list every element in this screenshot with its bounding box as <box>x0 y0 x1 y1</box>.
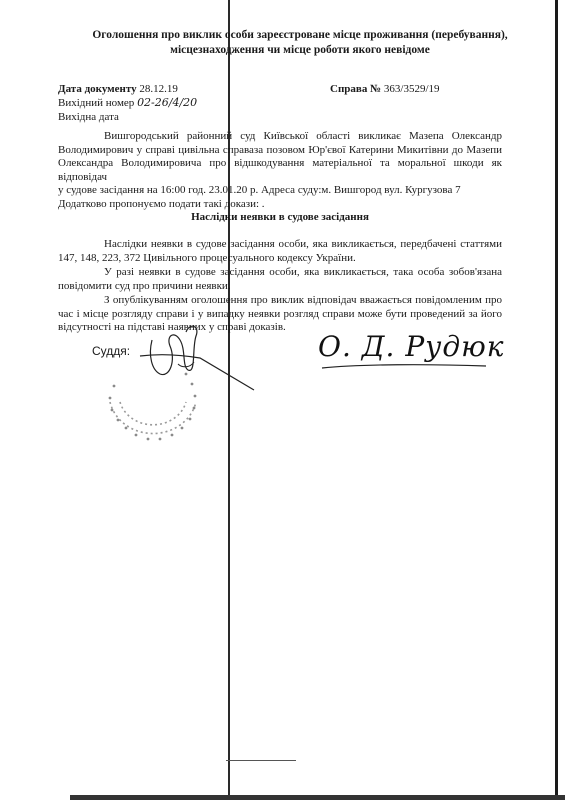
scan-edge-line <box>555 0 558 800</box>
summons-line-2: Володимирович у справі цивільна справаза позовом Юр'євої Катерини Микитівни до Мазепи <box>58 143 502 156</box>
summons-line-5: Додатково пропонуємо подати такі докази: . <box>58 197 265 210</box>
outgoing-number-row <box>58 96 197 110</box>
date-value: 28.12.19 <box>139 83 178 95</box>
case-number-row <box>330 82 440 96</box>
summons-line-1: Вишгородський районний суд Київської області викликає Мазепа Олександр <box>104 130 502 142</box>
obligation-paragraph: У разі неявки в судове засідання особи, яка викликається, така особа зобов'язана повідомити суд про причини неявки. <box>58 266 502 292</box>
publication-paragraph: З опублікуванням оголошення про виклик відповідач вважається повідомленим про час і місце розгляду справи і у випадку неявки розгляд справи може бути проведений за його відсутності на підставі наявних у справі доказів. <box>58 294 502 333</box>
consequences-paragraph: Наслідки неявки в судове засідання особи, яка викликається, передбачені статтями 147, 148, 223, 372 Цивільного процесуального кодексу України. <box>58 238 502 264</box>
judge-label: Суддя: <box>92 344 131 358</box>
case-value: 363/3529/19 <box>383 83 440 95</box>
title-line-1: Оголошення про виклик особи зареєстроване місце проживання (перебування), <box>92 29 508 41</box>
title-line-2: місцезнаходження чи місце роботи якого невідоме <box>170 44 430 56</box>
outgoing-number-handwritten: 02-26/4/20 <box>137 96 198 109</box>
court-stamp <box>98 352 208 452</box>
date-row <box>58 82 178 96</box>
scan-bottom-edge <box>70 795 565 800</box>
summons-line-3: Олександра Володимировича про відшкодування матеріальної та моральної шкоди як відповідач <box>58 157 502 183</box>
summons-paragraph <box>58 130 502 211</box>
summons-line-4: у судове засідання на 16:00 год. 23.01.20 р. Адреса суду:м. Вишгород вул. Кургузова 7 <box>58 184 461 196</box>
date-label: Дата документу <box>58 83 137 95</box>
scan-fold-line <box>228 0 230 800</box>
outgoing-label: Вихідний номер <box>58 97 135 109</box>
scan-fold-line <box>226 760 296 761</box>
case-label: Справа № <box>330 83 382 95</box>
signature-underline <box>320 360 490 372</box>
document-title <box>60 28 540 58</box>
judge-signature: О. Д. Рудюк <box>318 330 505 363</box>
outgoing-date-row <box>58 110 119 124</box>
section-heading: Наслідки неявки в судове засідання <box>191 211 369 223</box>
outgoing-date-label: Вихідна дата <box>58 111 119 123</box>
